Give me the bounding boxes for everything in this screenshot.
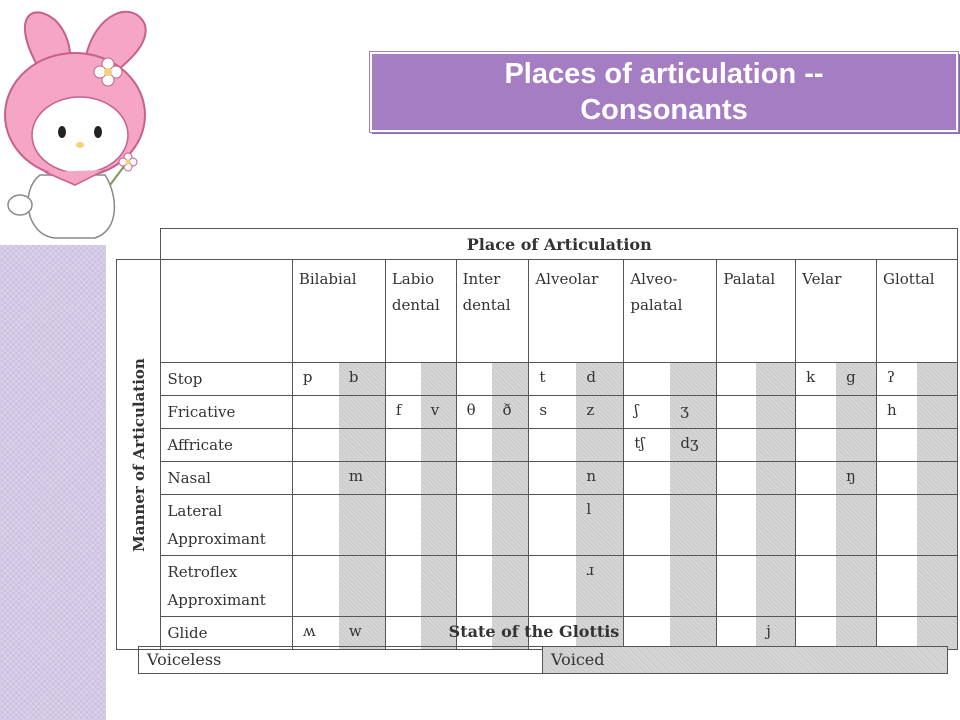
column-header: Alveo- palatal	[624, 260, 717, 363]
column-header: Bilabial	[292, 260, 385, 363]
voiced-symbol	[670, 462, 716, 494]
table-row	[117, 429, 958, 462]
voiceless-symbol	[293, 556, 339, 616]
manner-label: Retroflex Approximant	[161, 556, 292, 617]
consonant-cell	[624, 429, 717, 462]
manner-label: Fricative	[161, 396, 292, 429]
voiceless-symbol: t	[539, 368, 546, 386]
column-header: Palatal	[717, 260, 796, 363]
voiceless-symbol	[717, 495, 756, 555]
consonant-cell	[456, 462, 529, 495]
voiceless-symbol: f	[395, 401, 402, 419]
voiceless-symbol	[386, 363, 421, 395]
voiceless-symbol	[293, 396, 339, 428]
slide-title-line-1: Places of articulation --	[504, 58, 824, 90]
voiced-symbol: m	[339, 462, 385, 494]
voiced-symbol	[492, 462, 528, 494]
consonant-cell	[385, 462, 456, 495]
glottis-bar	[138, 646, 948, 674]
voiced-symbol	[339, 429, 385, 461]
consonant-cell	[877, 556, 958, 617]
voiceless-symbol	[457, 556, 493, 616]
consonant-cell	[877, 495, 958, 556]
consonant-cell	[292, 429, 385, 462]
voiced-symbol	[756, 396, 795, 428]
voiceless-symbol: θ	[466, 401, 476, 419]
consonant-cell	[877, 363, 958, 396]
voiced-symbol: b	[339, 363, 385, 395]
voiced-symbol	[339, 556, 385, 616]
voiceless-symbol	[796, 556, 836, 616]
voiced-symbol: l	[576, 495, 623, 555]
voiced-symbol: j	[756, 617, 795, 649]
voiced-symbol	[670, 556, 716, 616]
consonant-cell	[385, 363, 456, 396]
consonant-table	[116, 228, 958, 650]
voiced-symbol: ð	[492, 396, 528, 428]
table-row	[117, 396, 958, 429]
voiceless-symbol	[796, 429, 836, 461]
voiced-symbol	[421, 429, 456, 461]
voiced-symbol	[492, 429, 528, 461]
voiceless-symbol	[457, 429, 493, 461]
consonant-cell	[529, 429, 624, 462]
voiced-symbol	[917, 363, 957, 395]
voiceless-symbol	[717, 556, 756, 616]
voiced-symbol	[339, 495, 385, 555]
consonant-cell	[877, 462, 958, 495]
consonant-cell	[624, 462, 717, 495]
voiceless-symbol: tʃ	[634, 434, 645, 452]
voiceless-symbol	[796, 495, 836, 555]
manner-label: Lateral Approximant	[161, 495, 292, 556]
voiced-symbol	[836, 495, 876, 555]
voiced-symbol	[421, 495, 456, 555]
voiceless-symbol	[529, 556, 576, 616]
manner-label: Affricate	[161, 429, 292, 462]
place-of-articulation-header: Place of Articulation	[161, 229, 958, 260]
voiceless-symbol	[877, 429, 917, 461]
consonant-cell	[624, 556, 717, 617]
voiceless-symbol	[877, 462, 917, 494]
table-row	[117, 363, 958, 396]
voiceless-symbol: ʍ	[302, 622, 316, 640]
voiced-symbol	[756, 462, 795, 494]
voiceless-symbol	[386, 556, 421, 616]
voiceless-symbol: k	[806, 368, 816, 386]
voiceless-symbol: p	[302, 368, 313, 386]
voiceless-symbol	[624, 556, 670, 616]
consonant-cell	[877, 396, 958, 429]
manner-label: Nasal	[161, 462, 292, 495]
voiceless-symbol	[717, 363, 756, 395]
voiceless-symbol	[457, 495, 493, 555]
voiced-symbol	[670, 363, 716, 395]
table-row	[117, 556, 958, 617]
consonant-cell	[796, 556, 877, 617]
voiced-symbol: g	[836, 363, 876, 395]
voiced-symbol	[421, 556, 456, 616]
consonant-cell	[292, 495, 385, 556]
voiceless-symbol	[717, 429, 756, 461]
voiceless-symbol	[386, 429, 421, 461]
voiced-symbol	[756, 495, 795, 555]
voiced-symbol	[836, 429, 876, 461]
consonant-cell	[717, 495, 796, 556]
consonant-chart	[108, 228, 960, 720]
consonant-cell	[456, 363, 529, 396]
consonant-cell	[529, 396, 624, 429]
voiceless-symbol	[877, 495, 917, 555]
consonant-cell	[385, 429, 456, 462]
voiced-symbol	[917, 396, 957, 428]
consonant-cell	[796, 429, 877, 462]
voiceless-symbol	[529, 462, 576, 494]
consonant-cell	[529, 556, 624, 617]
voiced-symbol: n	[576, 462, 623, 494]
voiced-symbol: ʒ	[670, 396, 716, 428]
consonant-cell	[456, 396, 529, 429]
table-row	[117, 462, 958, 495]
voiced-symbol	[756, 429, 795, 461]
voiced-symbol	[917, 495, 957, 555]
consonant-cell	[385, 556, 456, 617]
voiced-symbol: ɹ	[576, 556, 623, 616]
voiceless-symbol	[624, 495, 670, 555]
consonant-cell	[624, 396, 717, 429]
voiceless-symbol: ʃ	[634, 401, 639, 419]
voiced-symbol: z	[576, 396, 623, 428]
voiced-symbol	[670, 495, 716, 555]
voiceless-symbol	[796, 396, 836, 428]
consonant-cell	[796, 396, 877, 429]
column-header: Velar	[796, 260, 877, 363]
voiceless-label: Voiceless	[139, 647, 543, 673]
consonant-cell	[456, 495, 529, 556]
column-header: Glottal	[877, 260, 958, 363]
consonant-cell	[796, 495, 877, 556]
voiceless-symbol	[293, 495, 339, 555]
voiced-symbol	[492, 556, 528, 616]
consonant-cell	[385, 396, 456, 429]
voiceless-symbol	[529, 429, 576, 461]
slide-title-line-2: Consonants	[580, 94, 748, 126]
voiceless-symbol	[386, 462, 421, 494]
voiced-symbol	[917, 429, 957, 461]
consonant-cell	[529, 363, 624, 396]
voiceless-symbol	[457, 363, 493, 395]
voiceless-symbol: s	[539, 401, 548, 419]
voiced-symbol	[492, 363, 528, 395]
voiced-symbol	[421, 363, 456, 395]
consonant-cell	[529, 495, 624, 556]
consonant-cell	[456, 556, 529, 617]
voiced-symbol	[421, 462, 456, 494]
column-header: Inter dental	[456, 260, 529, 363]
voiced-symbol: w	[339, 617, 385, 649]
consonant-cell	[717, 396, 796, 429]
voiceless-symbol	[717, 462, 756, 494]
consonant-cell	[717, 556, 796, 617]
column-header: Labio dental	[385, 260, 456, 363]
voiceless-symbol	[796, 462, 836, 494]
voiced-symbol: dʒ	[670, 429, 716, 461]
voiceless-symbol: h	[887, 401, 897, 419]
voiceless-symbol	[624, 462, 670, 494]
consonant-cell	[529, 462, 624, 495]
voiced-symbol	[836, 396, 876, 428]
voiced-symbol	[339, 396, 385, 428]
left-decorative-stripe	[0, 245, 106, 720]
consonant-cell	[717, 429, 796, 462]
consonant-cell	[292, 396, 385, 429]
voiceless-symbol	[717, 396, 756, 428]
voiceless-symbol	[386, 495, 421, 555]
consonant-cell	[717, 363, 796, 396]
consonant-cell	[796, 363, 877, 396]
voiced-symbol	[836, 556, 876, 616]
consonant-cell	[292, 556, 385, 617]
voiced-symbol	[917, 556, 957, 616]
voiced-symbol	[492, 495, 528, 555]
consonant-cell	[796, 462, 877, 495]
consonant-cell	[624, 495, 717, 556]
my-melody-mascot-icon	[0, 0, 160, 245]
voiceless-symbol	[529, 495, 576, 555]
consonant-cell	[292, 363, 385, 396]
voiceless-symbol: ʔ	[887, 368, 896, 386]
manner-of-articulation-header: Manner of Articulation	[117, 260, 161, 650]
voiceless-symbol	[457, 462, 493, 494]
voiced-label: Voiced	[543, 647, 947, 673]
table-row	[117, 495, 958, 556]
voiced-symbol: ŋ	[836, 462, 876, 494]
voiced-symbol	[756, 556, 795, 616]
consonant-cell	[456, 429, 529, 462]
slide-title	[370, 52, 958, 132]
consonant-cell	[292, 462, 385, 495]
column-header: Alveolar	[529, 260, 624, 363]
voiceless-symbol	[293, 462, 339, 494]
consonant-cell	[385, 495, 456, 556]
manner-label: Glide	[161, 617, 292, 650]
state-of-glottis-header: State of the Glottis	[448, 622, 620, 641]
consonant-cell	[717, 462, 796, 495]
voiceless-symbol	[877, 556, 917, 616]
manner-label: Stop	[161, 363, 292, 396]
voiced-symbol: v	[421, 396, 456, 428]
voiceless-symbol	[624, 363, 670, 395]
voiced-symbol	[576, 429, 623, 461]
voiceless-symbol	[293, 429, 339, 461]
voiced-symbol	[917, 462, 957, 494]
consonant-cell	[624, 363, 717, 396]
consonant-cell	[877, 429, 958, 462]
voiced-symbol: d	[576, 363, 623, 395]
voiced-symbol	[756, 363, 795, 395]
